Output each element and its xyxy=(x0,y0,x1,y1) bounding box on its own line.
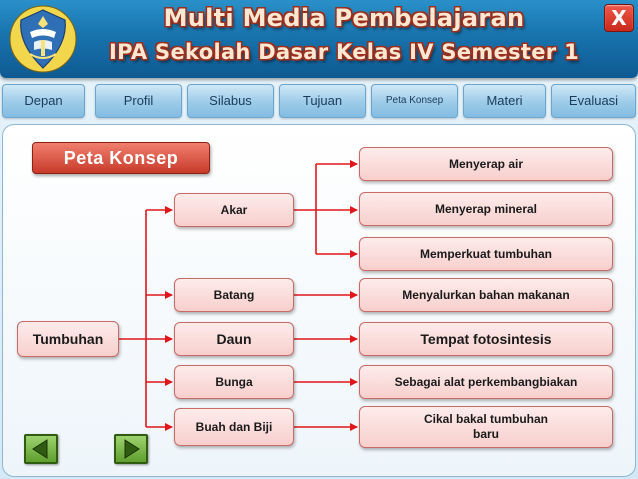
app-subtitle: IPA Sekolah Dasar Kelas IV Semester 1 xyxy=(109,40,579,64)
section-title: Peta Konsep xyxy=(32,142,210,174)
node-batang: Batang xyxy=(174,278,294,312)
node-daun: Daun xyxy=(174,322,294,356)
app-title: Multi Media Pembelajaran xyxy=(163,4,525,32)
nav-profil[interactable]: Profil xyxy=(95,84,182,118)
function-tempat-fotosintesis: Tempat fotosintesis xyxy=(359,322,613,356)
next-button[interactable] xyxy=(114,434,148,464)
arrow-left-icon xyxy=(26,436,56,462)
app-header xyxy=(0,0,638,78)
tut-wuri-handayani-logo-icon xyxy=(8,4,78,74)
node-buah-dan-biji: Buah dan Biji xyxy=(174,408,294,446)
nav-tujuan[interactable]: Tujuan xyxy=(279,84,366,118)
root-node: Tumbuhan xyxy=(17,321,119,357)
function-memperkuat-tumbuhan: Memperkuat tumbuhan xyxy=(359,237,613,271)
arrow-right-icon xyxy=(116,436,146,462)
function-menyalurkan-bahan-makanan: Menyalurkan bahan makanan xyxy=(359,278,613,312)
node-akar: Akar xyxy=(174,193,294,227)
nav-peta-konsep[interactable]: Peta Konsep xyxy=(371,84,458,118)
nav-evaluasi[interactable]: Evaluasi xyxy=(551,84,636,118)
function-menyerap-mineral: Menyerap mineral xyxy=(359,192,613,226)
nav-silabus[interactable]: Silabus xyxy=(187,84,274,118)
function-menyerap-air: Menyerap air xyxy=(359,147,613,181)
function-cikal-bakal xyxy=(359,406,613,448)
function-alat-perkembangbiakan: Sebagai alat perkembangbiakan xyxy=(359,365,613,399)
node-bunga: Bunga xyxy=(174,365,294,399)
prev-button[interactable] xyxy=(24,434,58,464)
function-cikal-bakal-line1: Cikal bakal tumbuhan xyxy=(423,412,549,426)
function-cikal-bakal-line2: baru xyxy=(472,427,499,441)
nav-depan[interactable]: Depan xyxy=(2,84,85,118)
nav-materi[interactable]: Materi xyxy=(463,84,546,118)
close-button[interactable]: X xyxy=(604,4,634,32)
main-nav xyxy=(0,84,638,118)
